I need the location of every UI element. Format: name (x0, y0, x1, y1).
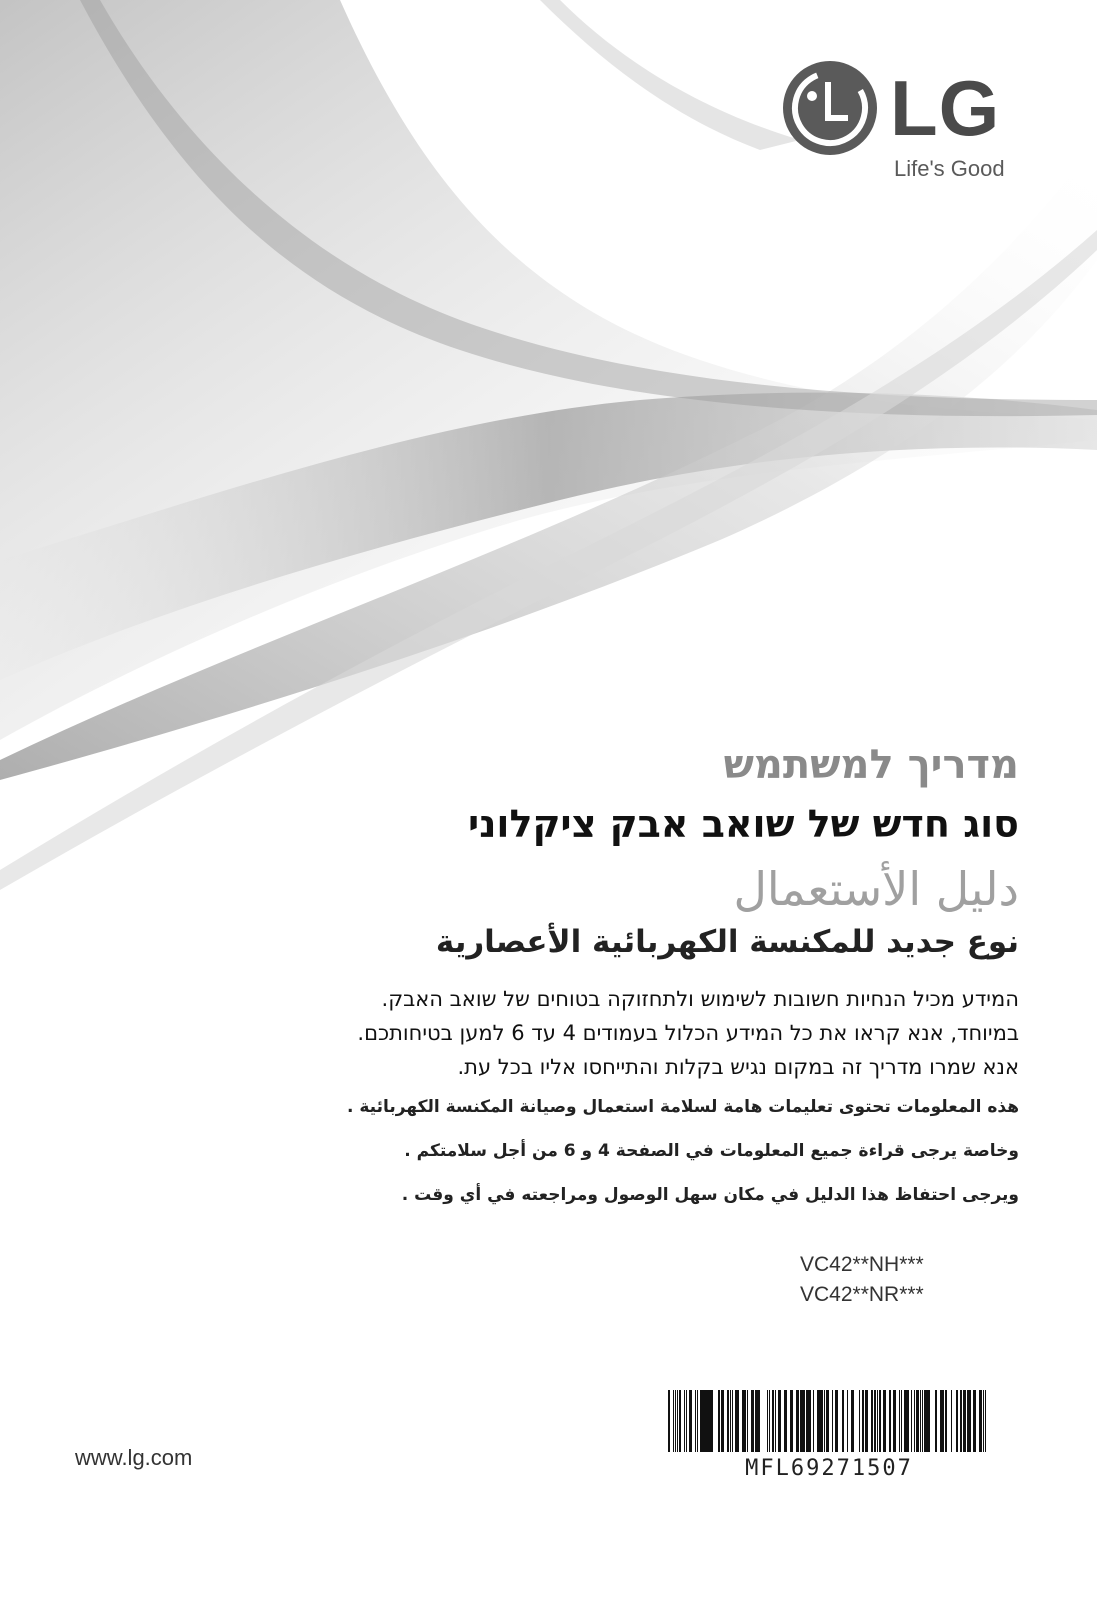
barcode-bar (951, 1390, 952, 1452)
barcode-bar (668, 1390, 670, 1452)
barcode-bar (809, 1390, 811, 1452)
barcode-bar (945, 1390, 947, 1452)
barcode-bar (735, 1390, 737, 1452)
barcode-bar (705, 1390, 706, 1452)
hebrew-body-line: במיוחד, אנא קראו את כל המידע הכלול בעמודים 4 עד 6 למען בטיחותכם. (357, 1021, 1019, 1045)
barcode-bar (940, 1390, 943, 1452)
barcode-bar (820, 1390, 823, 1452)
barcode-bar (883, 1390, 884, 1452)
barcode-bar (710, 1390, 713, 1452)
barcode-bar (904, 1390, 907, 1452)
barcode-bar (730, 1390, 731, 1452)
barcode-bar (871, 1390, 873, 1452)
barcode-bar (851, 1390, 854, 1452)
barcode-bar (727, 1390, 728, 1452)
barcode-bar (808, 1390, 809, 1452)
barcode-bar (835, 1390, 838, 1452)
barcode-bar (702, 1390, 705, 1452)
barcode-bar (772, 1390, 774, 1452)
barcode-bar (967, 1390, 968, 1452)
barcode-bar (957, 1390, 958, 1452)
barcode-bar (863, 1390, 864, 1452)
barcode-bar (767, 1390, 768, 1452)
barcode-bar (893, 1390, 896, 1452)
barcode-bar (732, 1390, 733, 1452)
barcode-bar (817, 1390, 820, 1452)
barcode-bar (695, 1390, 696, 1452)
barcode-bar (728, 1390, 729, 1452)
website-url[interactable]: www.lg.com (75, 1445, 193, 1470)
barcode-bar (803, 1390, 805, 1452)
barcode-bar (747, 1390, 748, 1452)
barcode-bar (920, 1390, 921, 1452)
barcode-bar (755, 1390, 756, 1452)
barcode-bar (973, 1390, 976, 1452)
barcode-bar (922, 1390, 923, 1452)
barcode-bar (927, 1390, 930, 1452)
arabic-title: دليل الأستعمال (733, 862, 1019, 916)
hebrew-body-line: אנא שמרו מדריך זה במקום נגיש בקלות והתייחסו אליו בכל עת. (457, 1055, 1019, 1079)
model-number: VC42**NR*** (800, 1283, 924, 1306)
barcode-bar (686, 1390, 687, 1452)
barcode-bar (758, 1390, 760, 1452)
brand-tagline: Life's Good (894, 156, 1005, 181)
barcode-bar (901, 1390, 902, 1452)
barcode (664, 1390, 994, 1480)
barcode-bar (775, 1390, 776, 1452)
barcode-bar (963, 1390, 966, 1452)
barcode-bar (832, 1390, 833, 1452)
lg-face-icon (782, 60, 878, 156)
barcode-bar (790, 1390, 791, 1452)
barcode-bar (778, 1390, 781, 1452)
barcode-bar (826, 1390, 829, 1452)
barcode-bar (983, 1390, 984, 1452)
barcode-bar (842, 1390, 844, 1452)
barcode-number: MFL69271507 (745, 1456, 913, 1481)
barcode-bar (916, 1390, 919, 1452)
barcode-bar (684, 1390, 685, 1452)
arabic-body (347, 1092, 1019, 1224)
barcode-bar (675, 1390, 676, 1452)
barcode-bar (960, 1390, 962, 1452)
barcode-bar (859, 1390, 860, 1452)
barcode-bar (874, 1390, 876, 1452)
barcode-bar (884, 1390, 886, 1452)
barcode-bar (737, 1390, 739, 1452)
barcode-bar (985, 1390, 986, 1452)
barcode-bar (824, 1390, 825, 1452)
hebrew-body-line: המידע מכיל הנחיות חשובות לשימוש ולתחזוקה בטוחים של שואב האבק. (381, 987, 1019, 1011)
barcode-bar (877, 1390, 878, 1452)
barcode-bar (677, 1390, 678, 1452)
barcode-bar (673, 1390, 674, 1452)
barcode-bars (664, 1390, 994, 1460)
barcode-bar (924, 1390, 927, 1452)
barcode-bar (769, 1390, 770, 1452)
barcode-bar (697, 1390, 698, 1452)
model-number: VC42**NH*** (800, 1253, 924, 1276)
barcode-bar (979, 1390, 982, 1452)
barcode-bar (743, 1390, 746, 1452)
barcode-bar (889, 1390, 891, 1452)
barcode-bar (865, 1390, 868, 1452)
barcode-bar (791, 1390, 793, 1452)
barcode-bar (718, 1390, 720, 1452)
barcode-bar (907, 1390, 909, 1452)
barcode-bar (813, 1390, 814, 1452)
hebrew-body (357, 982, 1019, 1084)
lg-wordmark: LG (890, 64, 1001, 152)
barcode-bar (911, 1390, 912, 1452)
barcode-bar (796, 1390, 799, 1452)
model-numbers (800, 1250, 924, 1310)
hebrew-subtitle: סוג חדש של שואב אבק ציקלוני (468, 802, 1019, 846)
barcode-bar (680, 1390, 681, 1452)
barcode-bar (943, 1390, 944, 1452)
barcode-bar (784, 1390, 787, 1452)
barcode-bar (899, 1390, 900, 1452)
arabic-body-line: وخاصة يرجى قراءة جميع المعلومات في الصفحة 4 و 6 من أجل سلامتكم . (404, 1141, 1019, 1161)
hebrew-title: מדריך למשתמש (723, 742, 1019, 788)
barcode-bar (879, 1390, 880, 1452)
barcode-bar (706, 1390, 708, 1452)
barcode-bar (689, 1390, 692, 1452)
barcode-bar (914, 1390, 915, 1452)
barcode-bar (935, 1390, 937, 1452)
barcode-bar (679, 1390, 680, 1452)
barcode-bar (751, 1390, 754, 1452)
arabic-subtitle: نوع جديد للمكنسة الكهربائية الأعصارية (435, 924, 1019, 960)
barcode-bar (968, 1390, 971, 1452)
barcode-bar (880, 1390, 881, 1452)
arabic-body-line: هذه المعلومات تحتوى تعليمات هامة لسلامة استعمال وصيانة المكنسة الكهربائية . (347, 1097, 1019, 1117)
barcode-bar (800, 1390, 803, 1452)
barcode-bar (847, 1390, 848, 1452)
lg-logo (782, 60, 1022, 190)
arabic-body-line: ويرجى احتفاظ هذا الدليل في مكان سهل الوصول ومراجعته في أي وقت . (401, 1185, 1019, 1205)
barcode-bar (721, 1390, 724, 1452)
